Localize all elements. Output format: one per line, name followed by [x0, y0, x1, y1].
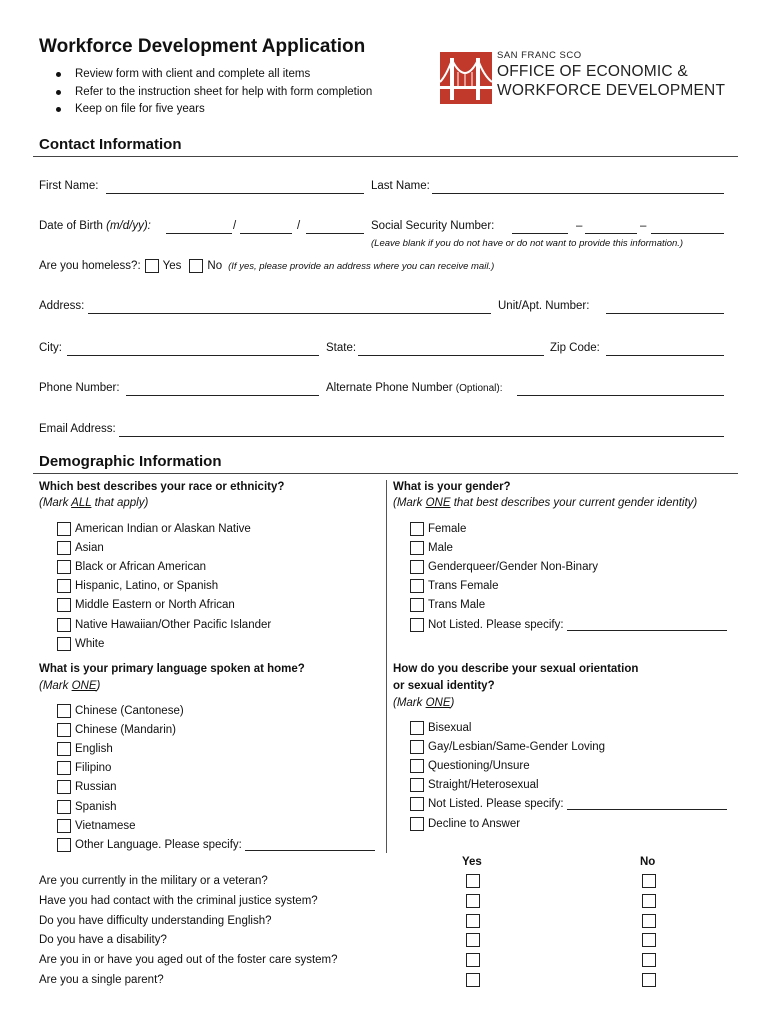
race-instruction: (Mark ALL that apply): [39, 497, 149, 509]
zip-field[interactable]: [606, 355, 724, 356]
homeless-note: (If yes, please provide an address where you can receive mail.): [228, 260, 495, 272]
language-option[interactable]: English: [57, 739, 375, 758]
question-text: Have you had contact with the criminal justice system?: [39, 894, 318, 907]
homeless-label: Are you homeless?:: [39, 260, 141, 272]
no-checkbox[interactable]: [642, 953, 656, 967]
checkbox[interactable]: [57, 800, 71, 814]
address-field[interactable]: [88, 313, 491, 314]
checkbox[interactable]: [410, 618, 424, 632]
city-label: City:: [39, 342, 62, 354]
ssn-part2-field[interactable]: [585, 233, 637, 234]
checkbox[interactable]: [57, 780, 71, 794]
yes-checkbox[interactable]: [466, 874, 480, 888]
question-text: Do you have a disability?: [39, 934, 167, 947]
race-question: Which best describes your race or ethnicity?: [39, 481, 285, 493]
email-field[interactable]: [119, 436, 724, 437]
race-option[interactable]: Black or African American: [57, 557, 271, 576]
yes-no-questions: [39, 873, 679, 992]
no-checkbox[interactable]: [642, 914, 656, 928]
first-name-label: First Name:: [39, 180, 99, 192]
no-checkbox[interactable]: [642, 933, 656, 947]
language-option[interactable]: Vietnamese: [57, 816, 375, 835]
checkbox[interactable]: [57, 819, 71, 833]
question-text: Do you have difficulty understanding English?: [39, 914, 272, 927]
no-checkbox[interactable]: [642, 874, 656, 888]
first-name-field[interactable]: [106, 193, 364, 194]
orientation-options: [410, 718, 727, 833]
city-field[interactable]: [67, 355, 319, 356]
demographic-section-title: Demographic Information: [39, 453, 222, 470]
ssn-part1-field[interactable]: [512, 233, 568, 234]
checkbox[interactable]: [57, 579, 71, 593]
checkbox[interactable]: [57, 723, 71, 737]
language-option[interactable]: Chinese (Cantonese): [57, 701, 375, 720]
ssn-dash: –: [640, 220, 647, 232]
yes-checkbox[interactable]: [466, 953, 480, 967]
yes-checkbox[interactable]: [466, 933, 480, 947]
checkbox[interactable]: [410, 598, 424, 612]
dob-separator: /: [233, 220, 237, 232]
yes-no-row: [39, 972, 679, 992]
yes-no-row: [39, 952, 679, 972]
unit-field[interactable]: [606, 313, 724, 314]
dob-separator: /: [297, 220, 301, 232]
race-option[interactable]: American Indian or Alaskan Native: [57, 519, 271, 538]
checkbox[interactable]: [410, 522, 424, 536]
race-option[interactable]: Native Hawaiian/Other Pacific Islander: [57, 615, 271, 634]
checkbox[interactable]: [57, 742, 71, 756]
checkbox[interactable]: [57, 560, 71, 574]
gender-option[interactable]: Trans Male: [410, 596, 727, 615]
alt-phone-label: Alternate Phone Number (Optional):: [326, 382, 503, 394]
gender-instruction: (Mark ONE that best describes your current gender identity): [393, 497, 698, 509]
gender-specify-field[interactable]: [567, 619, 727, 631]
gender-option[interactable]: Male: [410, 538, 727, 557]
yes-no-row: [39, 893, 679, 913]
language-specify-field[interactable]: [245, 839, 375, 851]
checkbox[interactable]: [410, 797, 424, 811]
homeless-no-label: No: [207, 260, 223, 272]
checkbox[interactable]: [57, 541, 71, 555]
instruction-item: Review form with client and complete all items: [55, 66, 372, 84]
orientation-instruction: (Mark ONE): [393, 697, 455, 709]
race-options: [57, 519, 271, 653]
homeless-yes-checkbox[interactable]: [145, 259, 159, 273]
checkbox[interactable]: [410, 817, 424, 831]
language-option[interactable]: Other Language. Please specify:: [57, 835, 375, 854]
ssn-dash: –: [576, 220, 583, 232]
no-checkbox[interactable]: [642, 973, 656, 987]
homeless-yes-label: Yes: [162, 260, 182, 272]
checkbox[interactable]: [57, 704, 71, 718]
dob-label: Date of Birth (m/d/yy):: [39, 220, 151, 232]
dob-year-field[interactable]: [306, 233, 364, 234]
question-text: Are you in or have you aged out of the foster care system?: [39, 954, 338, 967]
gender-options: [410, 519, 727, 634]
language-options: [57, 701, 375, 855]
ssn-label: Social Security Number:: [371, 220, 495, 232]
yes-no-row: [39, 873, 679, 893]
instruction-item: Keep on file for five years: [55, 101, 372, 119]
language-instruction: (Mark ONE): [39, 680, 101, 692]
orientation-question: How do you describe your sexual orientation: [393, 663, 639, 675]
dob-day-field[interactable]: [240, 233, 292, 234]
address-label: Address:: [39, 300, 85, 312]
language-option[interactable]: Filipino: [57, 759, 375, 778]
logo-department: WORKFORCE DEVELOPMENT: [497, 82, 726, 99]
contact-section-title: Contact Information: [39, 136, 182, 153]
gender-option[interactable]: Not Listed. Please specify:: [410, 615, 727, 634]
alt-phone-field[interactable]: [517, 395, 724, 396]
golden-gate-bridge-icon: [440, 52, 492, 104]
instruction-item: Refer to the instruction sheet for help with form completion: [55, 84, 372, 102]
orientation-option[interactable]: Not Listed. Please specify:: [410, 795, 727, 814]
last-name-field[interactable]: [432, 193, 724, 194]
language-option[interactable]: Chinese (Mandarin): [57, 720, 375, 739]
section-divider: [33, 156, 738, 157]
last-name-label: Last Name:: [371, 180, 430, 192]
gender-option[interactable]: Trans Female: [410, 577, 727, 596]
ssn-part3-field[interactable]: [651, 233, 724, 234]
orientation-option[interactable]: Gay/Lesbian/Same-Gender Loving: [410, 737, 727, 756]
yes-no-row: [39, 932, 679, 952]
checkbox[interactable]: [410, 740, 424, 754]
checkbox[interactable]: [410, 579, 424, 593]
yes-checkbox[interactable]: [466, 894, 480, 908]
language-question: What is your primary language spoken at home?: [39, 663, 305, 675]
no-checkbox[interactable]: [642, 894, 656, 908]
yes-no-row: [39, 913, 679, 933]
orientation-option[interactable]: Straight/Heterosexual: [410, 776, 727, 795]
checkbox[interactable]: [57, 838, 71, 852]
state-field[interactable]: [358, 355, 544, 356]
checkbox[interactable]: [57, 598, 71, 612]
yes-column-header: Yes: [462, 856, 482, 868]
gender-option[interactable]: Genderqueer/Gender Non-Binary: [410, 557, 727, 576]
race-option[interactable]: Asian: [57, 538, 271, 557]
orientation-option[interactable]: Questioning/Unsure: [410, 756, 727, 775]
yes-checkbox[interactable]: [466, 914, 480, 928]
orientation-question: or sexual identity?: [393, 680, 495, 692]
question-text: Are you currently in the military or a veteran?: [39, 875, 268, 887]
checkbox[interactable]: [410, 759, 424, 773]
page-title: Workforce Development Application: [39, 36, 366, 57]
language-option[interactable]: Russian: [57, 778, 375, 797]
email-label: Email Address:: [39, 423, 116, 435]
phone-label: Phone Number:: [39, 382, 120, 394]
zip-label: Zip Code:: [550, 342, 600, 354]
state-label: State:: [326, 342, 357, 354]
language-option[interactable]: Spanish: [57, 797, 375, 816]
phone-field[interactable]: [126, 395, 319, 396]
checkbox[interactable]: [57, 618, 71, 632]
checkbox[interactable]: [57, 637, 71, 651]
gender-question: What is your gender?: [393, 481, 511, 493]
unit-label: Unit/Apt. Number:: [498, 300, 590, 312]
checkbox[interactable]: [410, 560, 424, 574]
column-divider: [386, 480, 387, 853]
checkbox[interactable]: [57, 522, 71, 536]
gender-option[interactable]: Female: [410, 519, 727, 538]
logo-office: OFFICE OF ECONOMIC &: [497, 63, 688, 80]
checkbox[interactable]: [410, 721, 424, 735]
no-column-header: No: [640, 856, 656, 868]
race-option[interactable]: Hispanic, Latino, or Spanish: [57, 577, 271, 596]
ssn-note: (Leave blank if you do not have or do not want to provide this information.): [371, 238, 684, 249]
orientation-option[interactable]: Bisexual: [410, 718, 727, 737]
homeless-no-checkbox[interactable]: [189, 259, 203, 273]
dob-month-field[interactable]: [166, 233, 232, 234]
oewd-logo: [440, 50, 726, 106]
orientation-option[interactable]: Decline to Answer: [410, 814, 727, 833]
section-divider: [33, 473, 738, 474]
race-option[interactable]: White: [57, 634, 271, 653]
checkbox[interactable]: [410, 778, 424, 792]
race-option[interactable]: Middle Eastern or North African: [57, 596, 271, 615]
yes-checkbox[interactable]: [466, 973, 480, 987]
homeless-row: [39, 259, 494, 273]
checkbox[interactable]: [410, 541, 424, 555]
question-text: Are you a single parent?: [39, 973, 164, 986]
logo-city: SAN FRANC SCO: [497, 50, 582, 61]
orientation-specify-field[interactable]: [567, 798, 727, 810]
checkbox[interactable]: [57, 761, 71, 775]
instruction-list: [55, 66, 372, 119]
